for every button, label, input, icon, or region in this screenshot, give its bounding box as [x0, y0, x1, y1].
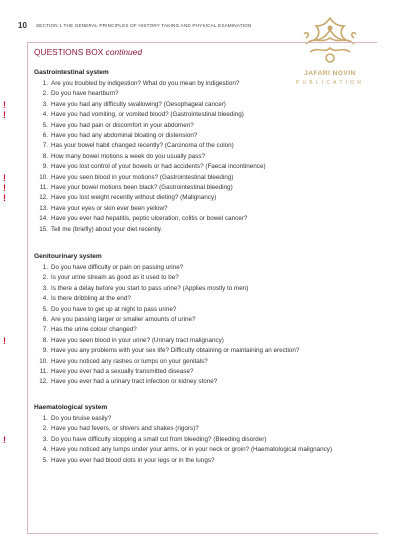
section-title: Genitourinary system	[34, 253, 102, 260]
question-text: Do you have heartburn?	[51, 90, 119, 98]
question-item	[34, 424, 351, 434]
questions-section	[3, 404, 351, 466]
question-item	[3, 172, 266, 183]
question-text: Has the urine colour changed?	[51, 326, 137, 334]
red-flag-icon: !	[3, 335, 6, 346]
question-item	[34, 225, 266, 235]
question-number: 3.	[42, 100, 48, 108]
question-number: 6.	[42, 316, 48, 324]
question-number: 8.	[42, 152, 48, 160]
question-item	[34, 284, 351, 294]
question-item	[3, 99, 266, 110]
question-item	[34, 346, 351, 356]
question-item	[34, 305, 351, 315]
question-text: Is there dribbling at the end?	[51, 295, 131, 303]
question-text: Have you lost control of your bowels or had accidents? (Faecal incontinence)	[51, 163, 266, 171]
question-text: Have your eyes or skin ever been yellow?	[51, 204, 168, 212]
box-title-main: QUESTIONS BOX	[34, 47, 104, 57]
question-text: Have you noticed any lumps under your arms, or in your neck or groin? (Haematological malignancy)	[51, 446, 333, 454]
question-item	[34, 294, 351, 304]
question-number: 9.	[42, 347, 48, 355]
question-number: 6.	[42, 132, 48, 140]
question-text: How many bowel motions a week do you usually pass?	[51, 152, 206, 160]
question-text: Has your bowel habit changed recently? (Carcinoma of the colon)	[51, 142, 234, 150]
question-text: Have you ever had a urinary tract infection or kidney stone?	[51, 378, 218, 386]
question-text: Are you passing larger or smaller amounts of urine?	[51, 316, 196, 324]
question-text: Tell me (briefly) about your diet recently.	[51, 225, 163, 233]
question-item	[34, 131, 266, 141]
question-number: 3.	[42, 435, 48, 443]
question-number: 1.	[42, 264, 48, 271]
question-item	[34, 445, 351, 455]
question-item	[34, 214, 266, 224]
question-item	[34, 377, 351, 387]
question-text: Do you bruise easily?	[51, 415, 112, 422]
questions-section	[3, 69, 266, 235]
question-number: 1.	[42, 415, 48, 422]
question-text: Have you ever had blood clots in your legs or in the lungs?	[51, 456, 215, 464]
question-text: Have you seen blood in your motions? (Gastrointestinal bleeding)	[51, 173, 234, 181]
question-text: Have you ever had a sexually transmitted disease?	[51, 368, 194, 376]
logo-name: JAFARI NOVIN	[304, 70, 356, 77]
question-item	[34, 456, 351, 466]
section-running-head: SECTION 1 THE GENERAL PRINCIPLES OF HISTORY TAKING AND PHYSICAL EXAMINATION	[36, 23, 252, 28]
section-title: Haematological system	[34, 404, 108, 411]
question-number: 12.	[39, 378, 48, 386]
question-number: 5.	[42, 305, 48, 313]
question-number: 1.	[42, 80, 48, 87]
question-number: 2.	[42, 274, 48, 282]
question-text: Have you had vomiting, or vomited blood? (Gastrointestinal bleeding)	[51, 111, 244, 119]
red-flag-icon: !	[3, 110, 6, 121]
question-number: 7.	[42, 326, 48, 334]
question-text: Have you seen blood in your urine? (Urinary tract malignancy)	[51, 336, 224, 344]
question-text: Are you troubled by indigestion? What do you mean by indigestion?	[51, 80, 240, 87]
logo-subtitle: PUBLICATION	[295, 80, 365, 86]
red-flag-icon: !	[3, 434, 6, 445]
question-text: Have you had fevers, or shivers and shakes (rigors)?	[51, 425, 199, 433]
question-number: 2.	[42, 90, 48, 98]
question-number: 9.	[42, 163, 48, 171]
question-text: Do you have to get up at night to pass urine?	[51, 305, 177, 313]
red-flag-icon: !	[3, 172, 6, 183]
question-text: Have you ever had hepatitis, peptic ulceration, colitis or bowel cancer?	[51, 215, 248, 223]
question-number: 10.	[39, 173, 48, 181]
question-text: Have you noticed any rashes or lumps on your genitals?	[51, 357, 208, 365]
question-item	[3, 434, 351, 445]
question-number: 4.	[42, 111, 48, 119]
question-number: 13.	[39, 204, 48, 212]
question-item	[34, 315, 351, 325]
question-item	[34, 263, 351, 273]
question-number: 15.	[39, 225, 48, 233]
question-item	[34, 204, 266, 214]
question-item	[34, 162, 266, 172]
question-number: 4.	[42, 446, 48, 454]
question-number: 12.	[39, 194, 48, 202]
question-number: 11.	[39, 184, 48, 192]
question-text: Have you had pain or discomfort in your abdomen?	[51, 121, 194, 129]
question-item	[3, 183, 266, 194]
question-text: Have you any problems with your sex life? Difficulty obtaining or maintaining an erection?	[51, 347, 300, 355]
red-flag-icon: !	[3, 99, 6, 110]
question-text: Have your bowel motions been black? (Gastrointestinal bleeding)	[51, 184, 233, 192]
page-number: 10	[18, 21, 27, 30]
question-number: 14.	[39, 215, 48, 223]
question-number: 3.	[42, 284, 48, 292]
question-item	[34, 89, 266, 99]
red-flag-icon: !	[3, 183, 6, 194]
question-number: 4.	[42, 295, 48, 303]
question-text: Have you had any difficulty swallowing? (Oesophageal cancer)	[51, 100, 226, 108]
question-text: Is your urine stream as good as it used to be?	[51, 274, 179, 282]
question-item	[34, 367, 351, 377]
question-item	[34, 121, 266, 131]
question-text: Have you had any abdominal bloating or distension?	[51, 132, 198, 140]
question-item	[34, 357, 351, 367]
question-item	[34, 325, 351, 335]
question-item	[3, 193, 266, 204]
question-number: 5.	[42, 456, 48, 464]
question-number: 11.	[39, 368, 48, 376]
question-text: Do you have difficulty or pain on passing urine?	[51, 264, 184, 271]
question-text: Have you lost weight recently without dieting? (Malignancy)	[51, 194, 217, 202]
question-item	[34, 79, 266, 89]
questions-section	[3, 253, 351, 388]
box-title-continued: continued	[105, 47, 142, 57]
section-title: Gastrointestinal system	[34, 69, 109, 76]
question-item	[34, 152, 266, 162]
question-number: 8.	[42, 336, 48, 344]
red-flag-icon: !	[3, 193, 6, 204]
question-item	[34, 141, 266, 151]
question-item	[3, 110, 266, 121]
question-number: 5.	[42, 121, 48, 129]
questions-box-title	[34, 47, 142, 57]
question-text: Do you have difficulty stopping a small cut from bleeding? (Bleeding disorder)	[51, 435, 267, 443]
question-number: 2.	[42, 425, 48, 433]
question-text: Is there a delay before you start to pass urine? (Applies mostly to men)	[51, 284, 249, 292]
question-number: 7.	[42, 142, 48, 150]
question-item	[34, 414, 351, 424]
question-item	[3, 335, 351, 346]
question-number: 10.	[39, 357, 48, 365]
question-item	[34, 273, 351, 283]
